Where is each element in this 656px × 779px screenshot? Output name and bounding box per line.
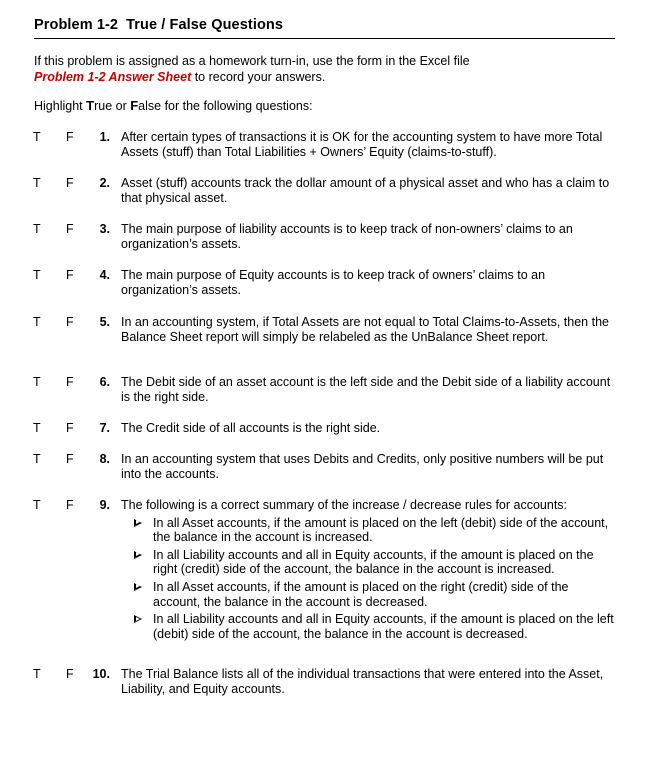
rule-list bbox=[121, 516, 615, 642]
question-text bbox=[121, 667, 615, 696]
question-statement: After certain types of transactions it is OK for the accounting system to have more Total Assets (stuff) than Total Liabilities + Owners’ Equity (claims-to-stuff). bbox=[121, 130, 603, 159]
false-option[interactable]: F bbox=[66, 667, 74, 681]
highlight-f-initial: F bbox=[130, 98, 139, 113]
page-title bbox=[34, 17, 283, 33]
question-statement: The Trial Balance lists all of the individual transactions that were entered into the Asset, Liability, and Equity accounts. bbox=[121, 667, 604, 696]
question-text bbox=[121, 130, 615, 159]
rule-text: In all Liability accounts and all in Equity accounts, if the amount is placed on the right (credit) side of the account, the balance in the account is increased. bbox=[153, 547, 594, 577]
triangle-bullet-icon bbox=[134, 551, 142, 559]
false-option[interactable]: F bbox=[66, 268, 74, 282]
question-statement: The Debit side of an asset account is the left side and the Debit side of a liability account is the right side. bbox=[121, 375, 611, 404]
question-number: 1. bbox=[99, 130, 110, 144]
question-number: 2. bbox=[99, 176, 110, 190]
true-option[interactable]: T bbox=[33, 498, 41, 512]
false-option[interactable]: F bbox=[66, 130, 74, 144]
true-option[interactable]: T bbox=[33, 421, 41, 435]
rule-text: In all Liability accounts and all in Equity accounts, if the amount is placed on the left (debit) side of the account, the balance in the account is decreased. bbox=[153, 612, 614, 641]
question-statement: The main purpose of liability accounts is to keep track of non-owners’ claims to an organization’s assets. bbox=[121, 222, 573, 251]
triangle-bullet-icon bbox=[134, 519, 142, 527]
rule-text: In all Asset accounts, if the amount is placed on the left (debit) side of the account, the balance in the account is increased. bbox=[153, 515, 609, 545]
triangle-bullet-icon bbox=[134, 583, 142, 591]
question-number: 6. bbox=[99, 375, 110, 389]
false-option[interactable]: F bbox=[66, 176, 74, 190]
question-number: 10. bbox=[92, 667, 110, 681]
triangle-bullet-icon bbox=[134, 615, 142, 623]
question-number: 7. bbox=[99, 421, 110, 435]
true-option[interactable]: T bbox=[33, 315, 41, 329]
true-option[interactable]: T bbox=[33, 268, 41, 282]
true-option[interactable]: T bbox=[33, 375, 41, 389]
title-divider bbox=[34, 38, 615, 39]
question-number: 8. bbox=[99, 452, 110, 466]
rule-list-item bbox=[121, 580, 615, 609]
false-option[interactable]: F bbox=[66, 498, 74, 512]
question-number: 4. bbox=[99, 268, 110, 282]
true-option[interactable]: T bbox=[33, 176, 41, 190]
true-option[interactable]: T bbox=[33, 667, 41, 681]
question-text bbox=[121, 498, 615, 644]
question-statement: The following is a correct summary of the increase / decrease rules for accounts: bbox=[121, 498, 568, 512]
highlight-t-rest: rue or bbox=[94, 99, 131, 113]
question-statement: In an accounting system that uses Debits and Credits, only positive numbers will be put into the accounts. bbox=[121, 452, 604, 481]
rule-list-item bbox=[121, 548, 615, 577]
question-text bbox=[121, 375, 615, 404]
question-text bbox=[121, 315, 615, 344]
intro-line-2 bbox=[34, 69, 470, 85]
title-problem-number: Problem 1-2 bbox=[34, 17, 119, 33]
answer-sheet-reference: Problem 1-2 Answer Sheet bbox=[34, 70, 192, 84]
question-text bbox=[121, 452, 615, 481]
question-text bbox=[121, 222, 615, 251]
intro-line-1: If this problem is assigned as a homework turn-in, use the form in the Excel file bbox=[34, 54, 470, 68]
intro-paragraph bbox=[34, 53, 470, 85]
false-option[interactable]: F bbox=[66, 375, 74, 389]
rule-text: In all Asset accounts, if the amount is placed on the right (credit) side of the account, the balance in the account is decreased. bbox=[153, 579, 569, 609]
highlight-t-initial: T bbox=[86, 98, 95, 113]
question-number: 9. bbox=[99, 498, 110, 512]
question-statement: Asset (stuff) accounts track the dollar amount of a physical asset and who has a claim to that physical asset. bbox=[121, 176, 610, 205]
question-statement: The Credit side of all accounts is the right side. bbox=[121, 421, 381, 435]
question-number: 3. bbox=[99, 222, 110, 236]
rule-list-item bbox=[121, 612, 615, 641]
highlight-f-rest: alse for the following questions: bbox=[138, 99, 313, 113]
question-text bbox=[121, 176, 615, 205]
question-statement: In an accounting system, if Total Assets are not equal to Total Claims-to-Assets, then the Balance Sheet report will simply be relabeled as the UnBalance Sheet report. bbox=[121, 315, 609, 344]
false-option[interactable]: F bbox=[66, 421, 74, 435]
title-subject: True / False Questions bbox=[126, 17, 284, 33]
true-option[interactable]: T bbox=[33, 452, 41, 466]
question-statement: The main purpose of Equity accounts is to keep track of owners’ claims to an organization’s assets. bbox=[121, 268, 546, 297]
highlight-instruction bbox=[34, 98, 313, 113]
false-option[interactable]: F bbox=[66, 452, 74, 466]
intro-line-2-rest: to record your answers. bbox=[191, 70, 326, 84]
rule-list-item bbox=[121, 516, 615, 545]
question-text bbox=[121, 268, 615, 297]
false-option[interactable]: F bbox=[66, 222, 74, 236]
true-option[interactable]: T bbox=[33, 130, 41, 144]
true-option[interactable]: T bbox=[33, 222, 41, 236]
question-text bbox=[121, 421, 615, 436]
question-number: 5. bbox=[99, 315, 110, 329]
highlight-pre: Highlight bbox=[34, 99, 87, 113]
false-option[interactable]: F bbox=[66, 315, 74, 329]
